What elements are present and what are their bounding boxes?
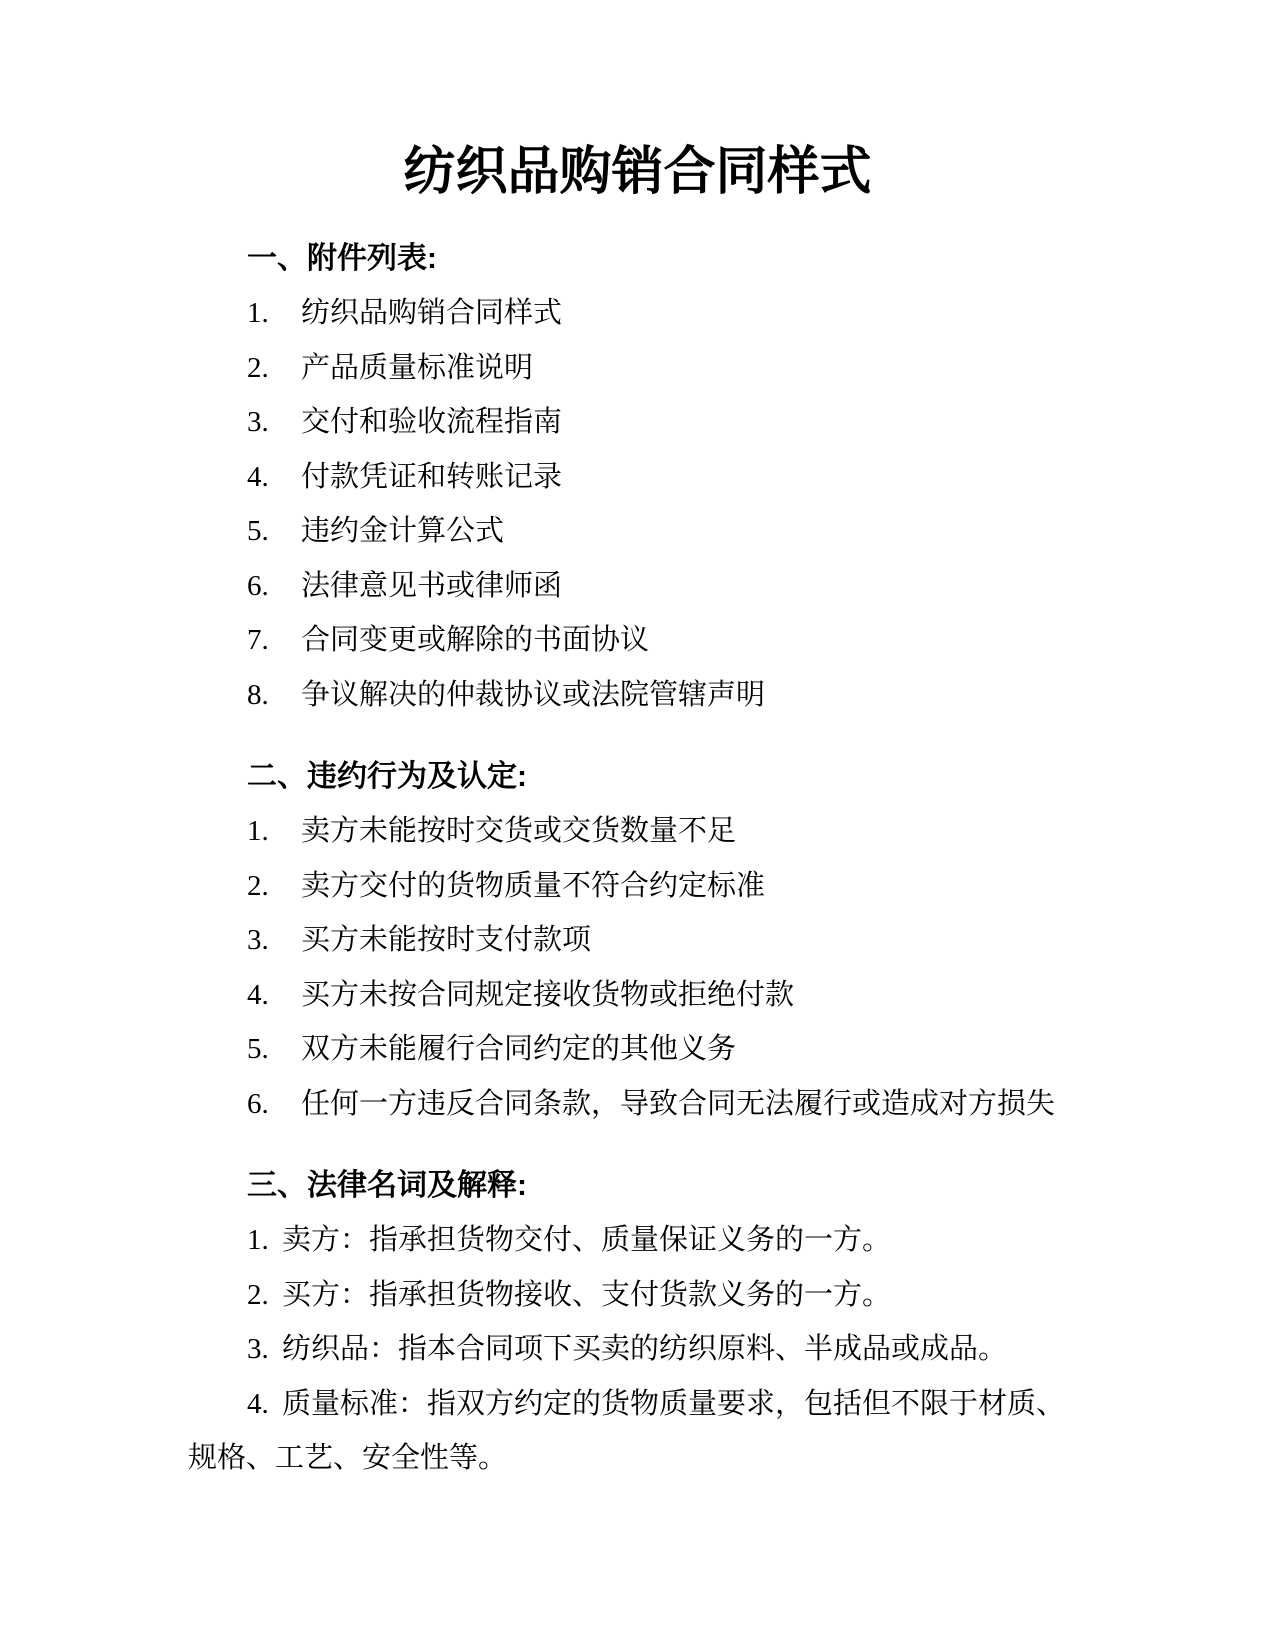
list-item	[188, 1268, 1087, 1323]
list-item	[188, 1022, 1087, 1077]
list-item	[188, 668, 1087, 723]
item-number: 5.	[247, 515, 269, 547]
item-number: 6.	[247, 1087, 269, 1120]
item-number: 6.	[247, 569, 269, 602]
item-number: 4.	[247, 1387, 269, 1420]
section	[188, 1158, 1087, 1486]
item-text: 卖方：指承担货物交付、质量保证义务的一方。	[282, 1224, 892, 1256]
item-text: 双方未能履行合同约定的其他义务	[301, 1033, 737, 1065]
section	[188, 749, 1087, 1131]
list-item	[188, 1077, 1087, 1132]
item-number: 5.	[247, 1033, 269, 1065]
document-body	[188, 231, 1087, 1486]
item-number: 8.	[247, 678, 269, 711]
list-item	[188, 968, 1087, 1023]
item-text: 争议解决的仲裁协议或法院管辖声明	[301, 678, 766, 711]
item-text: 付款凭证和转账记录	[301, 460, 563, 493]
list-item	[188, 1322, 1087, 1377]
document-title: 纺织品购销合同样式	[403, 144, 872, 201]
list-item	[188, 1377, 1087, 1486]
list-item	[188, 450, 1087, 505]
item-number: 2.	[247, 351, 269, 384]
section-heading: 一、附件列表:	[247, 242, 437, 275]
section	[188, 231, 1087, 722]
item-text: 法律意见书或律师函	[301, 569, 563, 602]
item-text: 任何一方违反合同条款，导致合同无法履行或造成对方损失	[301, 1087, 1056, 1120]
item-text: 纺织品购销合同样式	[301, 297, 563, 329]
list-item	[188, 395, 1087, 450]
item-text: 纺织品：指本合同项下买卖的纺织原料、半成品或成品。	[282, 1333, 1008, 1365]
item-text: 买方未能按时支付款项	[301, 924, 592, 956]
list-item	[188, 504, 1087, 559]
item-number: 2.	[247, 869, 269, 902]
section-heading: 三、法律名词及解释:	[247, 1169, 527, 1202]
list-item	[188, 559, 1087, 614]
item-number: 4.	[247, 460, 269, 493]
item-text: 合同变更或解除的书面协议	[301, 624, 650, 656]
item-text: 违约金计算公式	[301, 515, 505, 547]
list-item	[188, 913, 1087, 968]
list-item	[188, 613, 1087, 668]
section-heading: 二、违约行为及认定:	[247, 760, 527, 793]
item-number: 4.	[247, 978, 269, 1011]
item-number: 1.	[247, 297, 269, 329]
item-text: 交付和验收流程指南	[301, 406, 563, 438]
list-item	[188, 1213, 1087, 1268]
item-number: 3.	[247, 406, 269, 438]
list-item	[188, 859, 1087, 914]
list-item	[188, 341, 1087, 396]
item-number: 1.	[247, 815, 269, 847]
item-number: 1.	[247, 1224, 269, 1256]
item-text: 买方未按合同规定接收货物或拒绝付款	[301, 978, 795, 1011]
item-text: 质量标准：指双方约定的货物质量要求，包括但不限于材质、规格、工艺、安全性等。	[188, 1387, 1066, 1474]
item-text: 产品质量标准说明	[301, 351, 534, 384]
item-text: 买方：指承担货物接收、支付货款义务的一方。	[282, 1278, 892, 1311]
item-text: 卖方未能按时交货或交货数量不足	[301, 815, 737, 847]
item-number: 3.	[247, 1333, 269, 1365]
item-number: 3.	[247, 924, 269, 956]
list-item	[188, 286, 1087, 341]
item-text: 卖方交付的货物质量不符合约定标准	[301, 869, 766, 902]
item-number: 7.	[247, 624, 269, 656]
list-item	[188, 804, 1087, 859]
item-number: 2.	[247, 1278, 269, 1311]
